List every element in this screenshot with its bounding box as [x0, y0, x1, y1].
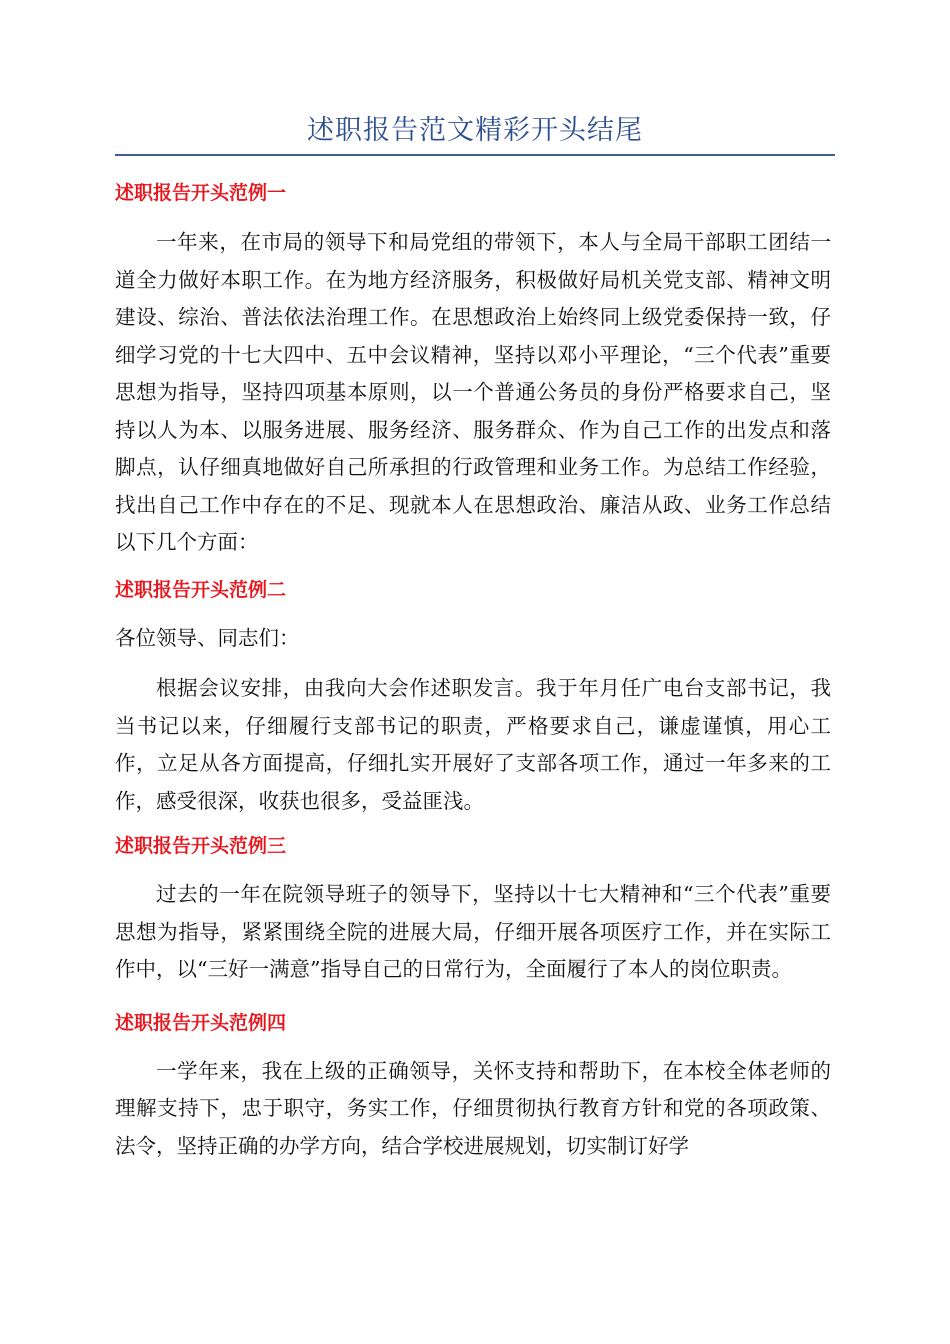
section-4-paragraph: 一学年来，我在上级的正确领导，关怀支持和帮助下，在本校全体老师的理解支持下，忠于职守，务实工作，仔细贯彻执行教育方针和党的各项政策、法令，坚持正确的办学方向，结合学校进展规划，切实制订好学 [115, 1058, 831, 1158]
section-heading-1: 述职报告开头范例一 [115, 182, 287, 204]
section-2-paragraph: 根据会议安排，由我向大会作述职发言。我于年月任广电台支部书记，我当书记以来，仔细履行支部书记的职责，严格要求自己，谦虚谨慎，用心工作，立足从各方面提高，仔细扎实开展好了支部各项工作，通过一年多来的工作，感受很深，收获也很多，受益匪浅。 [115, 676, 831, 813]
title-underline [115, 154, 835, 156]
section-heading-3: 述职报告开头范例三 [115, 835, 287, 857]
section-heading-4: 述职报告开头范例四 [115, 1011, 287, 1034]
section-3-paragraph: 过去的一年在院领导班子的领导下，坚持以十七大精神和“三个代表”重要思想为指导，紧紧围绕全院的进展大局，仔细开展各项医疗工作，并在实际工作中，以“三好一满意”指导自己的日常行为，全面履行了本人的岗位职责。 [115, 882, 831, 981]
section-2-salutation: 各位领导、同志们： [115, 625, 300, 650]
document-body [115, 178, 831, 1165]
section-heading-2: 述职报告开头范例二 [115, 578, 287, 601]
document-title: 述职报告范文精彩开头结尾 [307, 115, 643, 146]
section-1-paragraph: 一年来，在市局的领导下和局党组的带领下，本人与全局干部职工团结一道全力做好本职工作。在为地方经济服务，积极做好局机关党支部、精神文明建设、综治、普法依法治理工作。在思想政治上始终同上级党委保持一致，仔细学习党的十七大四中、五中会议精神，坚持以邓小平理论，“三个代表”重要思想为指导，坚持四项基本原则，以一个普通公务员的身份严格要求自己，坚持以人为本、以服务进展、服务经济、服务群众、作为自己工作的出发点和落脚点，认仔细真地做好自己所承担的行政管理和业务工作。为总结工作经验，找出自己工作中存在的不足、现就本人在思想政治、廉洁从政、业务工作总结以下几个方面： [115, 230, 831, 554]
